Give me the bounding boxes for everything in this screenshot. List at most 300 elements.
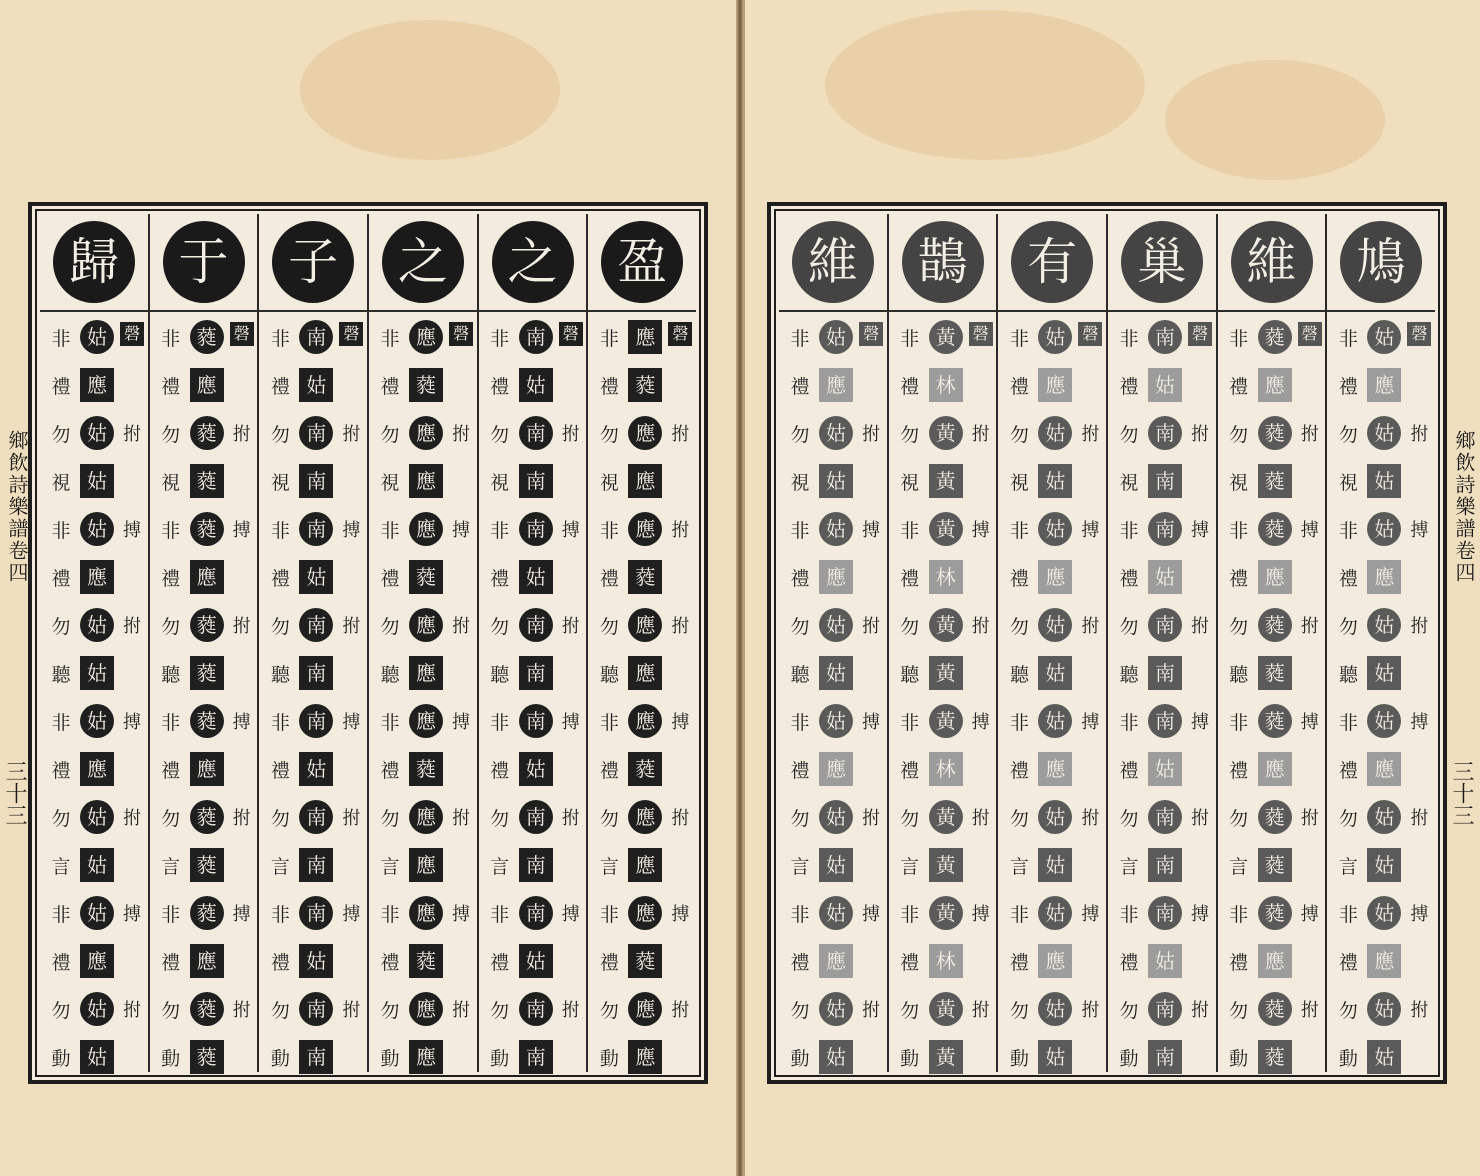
lyric-text: 禮 bbox=[1338, 376, 1358, 398]
notation-row bbox=[40, 698, 148, 746]
notation-row bbox=[259, 458, 367, 506]
lyric-text: 禮 bbox=[380, 952, 400, 974]
lyric-text: 非 bbox=[490, 904, 510, 926]
pitch-seal: 應 bbox=[190, 368, 224, 402]
pitch-seal: 南 bbox=[519, 512, 553, 546]
lyric-text: 禮 bbox=[1009, 952, 1029, 974]
pitch-seal: 應 bbox=[409, 992, 443, 1026]
pitch-seal: 南 bbox=[1148, 656, 1182, 690]
pitch-seal: 黃 bbox=[929, 992, 963, 1026]
lyric-text: 禮 bbox=[1119, 568, 1139, 590]
instrument-mark: 搏 bbox=[561, 904, 580, 925]
lyric-text: 勿 bbox=[1119, 424, 1139, 446]
pitch-seal: 南 bbox=[1148, 1040, 1182, 1074]
instrument-mark: 拊 bbox=[342, 808, 361, 829]
instrument-mark: 拊 bbox=[671, 616, 690, 637]
pitch-seal: 姑 bbox=[1367, 416, 1401, 450]
lyric-text: 動 bbox=[380, 1048, 400, 1070]
notation-row bbox=[779, 1034, 887, 1082]
instrument-mark: 拊 bbox=[123, 808, 141, 829]
notation-row bbox=[889, 1034, 997, 1082]
notation-row bbox=[1327, 650, 1435, 698]
left-page bbox=[0, 0, 737, 1176]
pitch-seal: 南 bbox=[1148, 464, 1182, 498]
instrument-mark: 拊 bbox=[452, 1000, 471, 1021]
instrument-mark: 拊 bbox=[232, 1000, 251, 1021]
instrument-mark: 搏 bbox=[1410, 520, 1429, 541]
lyric-text: 勿 bbox=[1338, 616, 1358, 638]
instrument-mark: 搏 bbox=[561, 520, 580, 541]
lyric-text: 禮 bbox=[900, 952, 920, 974]
notation-row bbox=[40, 1034, 148, 1082]
pitch-seal: 姑 bbox=[519, 560, 553, 594]
lyric-text: 非 bbox=[900, 328, 920, 350]
notation-row bbox=[1218, 746, 1326, 794]
notation-row bbox=[150, 362, 258, 410]
pitch-seal: 姑 bbox=[1367, 1040, 1401, 1074]
pitch-seal: 蕤 bbox=[1258, 800, 1292, 834]
pitch-seal: 南 bbox=[519, 848, 553, 882]
pitch-seal: 黃 bbox=[929, 848, 963, 882]
lyric-text: 非 bbox=[599, 520, 619, 542]
lyric-text: 勿 bbox=[1338, 1000, 1358, 1022]
lyric-text: 禮 bbox=[380, 760, 400, 782]
lyric-text: 非 bbox=[1338, 520, 1358, 542]
lyric-text: 勿 bbox=[490, 424, 510, 446]
notation-row bbox=[998, 506, 1106, 554]
instrument-mark: 搏 bbox=[123, 712, 141, 733]
notation-row bbox=[588, 794, 696, 842]
instrument-mark: 拊 bbox=[1410, 1000, 1429, 1021]
instrument-mark: 磬 bbox=[1407, 322, 1431, 346]
pitch-seal: 應 bbox=[819, 944, 853, 978]
pitch-seal: 蕤 bbox=[1258, 608, 1292, 642]
instrument-mark: 拊 bbox=[971, 1000, 990, 1021]
notation-row bbox=[150, 602, 258, 650]
score-column bbox=[1106, 214, 1216, 1072]
lyric-text: 非 bbox=[1119, 712, 1139, 734]
pitch-seal: 蕤 bbox=[190, 992, 224, 1026]
notation-row bbox=[588, 986, 696, 1034]
lyric-text: 非 bbox=[790, 712, 810, 734]
lyric-text: 勿 bbox=[1229, 616, 1249, 638]
lyric-text: 言 bbox=[1009, 856, 1029, 878]
pitch-seal: 姑 bbox=[1038, 464, 1072, 498]
notation-row bbox=[479, 362, 587, 410]
lyric-text: 勿 bbox=[599, 808, 619, 830]
notation-row bbox=[588, 1034, 696, 1082]
score-column bbox=[996, 214, 1106, 1072]
notation-row bbox=[998, 698, 1106, 746]
column-header bbox=[150, 214, 258, 312]
notation-row bbox=[40, 602, 148, 650]
lyric-text: 言 bbox=[1338, 856, 1358, 878]
lyric-text: 言 bbox=[270, 856, 290, 878]
notation-row bbox=[779, 650, 887, 698]
instrument-mark: 搏 bbox=[862, 904, 880, 925]
notation-row bbox=[40, 554, 148, 602]
notation-row bbox=[479, 602, 587, 650]
notation-row bbox=[150, 842, 258, 890]
pitch-seal: 姑 bbox=[819, 416, 853, 450]
notation-row bbox=[779, 890, 887, 938]
lyric-text: 非 bbox=[270, 328, 290, 350]
instrument-mark: 拊 bbox=[862, 616, 880, 637]
notation-row bbox=[150, 986, 258, 1034]
pitch-seal: 南 bbox=[1148, 512, 1182, 546]
pitch-seal: 應 bbox=[628, 656, 662, 690]
instrument-mark: 拊 bbox=[862, 424, 880, 445]
instrument-mark: 搏 bbox=[561, 712, 580, 733]
instrument-mark: 搏 bbox=[1191, 520, 1210, 541]
notation-row bbox=[369, 458, 477, 506]
pitch-seal: 姑 bbox=[1367, 512, 1401, 546]
instrument-mark: 搏 bbox=[342, 904, 361, 925]
pitch-seal: 應 bbox=[819, 560, 853, 594]
lyric-text: 非 bbox=[380, 904, 400, 926]
lyric-text: 非 bbox=[270, 520, 290, 542]
instrument-mark: 拊 bbox=[671, 808, 690, 829]
score-column bbox=[257, 214, 367, 1072]
lyric-text: 非 bbox=[599, 904, 619, 926]
notation-row bbox=[1218, 890, 1326, 938]
instrument-mark: 拊 bbox=[1191, 808, 1210, 829]
pitch-seal: 林 bbox=[929, 560, 963, 594]
pitch-seal: 姑 bbox=[80, 1040, 114, 1074]
pitch-seal: 蕤 bbox=[190, 896, 224, 930]
notation-row bbox=[1108, 410, 1216, 458]
pitch-seal: 應 bbox=[409, 896, 443, 930]
pitch-seal: 蕤 bbox=[628, 368, 662, 402]
lyric-text: 勿 bbox=[790, 1000, 810, 1022]
lyric-text: 禮 bbox=[490, 376, 510, 398]
notation-row bbox=[998, 890, 1106, 938]
pitch-seal: 姑 bbox=[819, 464, 853, 498]
pitch-seal: 姑 bbox=[819, 1040, 853, 1074]
notation-row bbox=[150, 458, 258, 506]
notation-row bbox=[779, 410, 887, 458]
pitch-seal: 姑 bbox=[1367, 992, 1401, 1026]
pitch-seal: 蕤 bbox=[1258, 896, 1292, 930]
instrument-mark: 搏 bbox=[1300, 520, 1319, 541]
side-title-right: 鄉飲詩樂譜卷四 bbox=[1452, 430, 1476, 584]
pitch-seal: 姑 bbox=[819, 704, 853, 738]
pitch-seal: 南 bbox=[519, 464, 553, 498]
lyric-character-disc: 維 bbox=[792, 221, 874, 303]
pitch-seal: 黃 bbox=[929, 512, 963, 546]
notation-row bbox=[40, 650, 148, 698]
pitch-seal: 姑 bbox=[519, 944, 553, 978]
lyric-text: 勿 bbox=[900, 808, 920, 830]
lyric-text: 勿 bbox=[900, 1000, 920, 1022]
pitch-seal: 姑 bbox=[80, 992, 114, 1026]
lyric-text: 勿 bbox=[1229, 1000, 1249, 1022]
notation-rows bbox=[150, 314, 258, 1072]
instrument-mark: 搏 bbox=[232, 904, 251, 925]
notation-row bbox=[479, 746, 587, 794]
lyric-text: 言 bbox=[51, 856, 71, 878]
lyric-text: 視 bbox=[51, 472, 71, 494]
pitch-seal: 蕤 bbox=[628, 944, 662, 978]
pitch-seal: 姑 bbox=[1038, 896, 1072, 930]
lyric-text: 非 bbox=[1119, 520, 1139, 542]
notation-row bbox=[259, 746, 367, 794]
notation-row bbox=[259, 506, 367, 554]
instrument-mark: 拊 bbox=[1410, 424, 1429, 445]
lyric-character-disc: 鳩 bbox=[1340, 221, 1422, 303]
lyric-text: 勿 bbox=[270, 808, 290, 830]
instrument-mark: 拊 bbox=[232, 808, 251, 829]
notation-row bbox=[779, 362, 887, 410]
notation-row bbox=[1218, 842, 1326, 890]
lyric-text: 動 bbox=[161, 1048, 181, 1070]
pitch-seal: 姑 bbox=[299, 560, 333, 594]
instrument-mark: 拊 bbox=[1300, 808, 1319, 829]
lyric-text: 視 bbox=[1119, 472, 1139, 494]
lyric-text: 動 bbox=[900, 1048, 920, 1070]
pitch-seal: 蕤 bbox=[190, 320, 224, 354]
pitch-seal: 姑 bbox=[1148, 752, 1182, 786]
notation-row bbox=[779, 746, 887, 794]
notation-row bbox=[1108, 458, 1216, 506]
pitch-seal: 應 bbox=[628, 704, 662, 738]
notation-row bbox=[1218, 650, 1326, 698]
lyric-text: 非 bbox=[1338, 712, 1358, 734]
lyric-text: 動 bbox=[270, 1048, 290, 1070]
lyric-text: 非 bbox=[380, 520, 400, 542]
lyric-text: 非 bbox=[790, 520, 810, 542]
lyric-text: 禮 bbox=[1229, 760, 1249, 782]
instrument-mark: 拊 bbox=[123, 1000, 141, 1021]
lyric-text: 禮 bbox=[790, 568, 810, 590]
instrument-mark: 拊 bbox=[971, 424, 990, 445]
pitch-seal: 林 bbox=[929, 752, 963, 786]
notation-row bbox=[779, 986, 887, 1034]
notation-row bbox=[479, 1034, 587, 1082]
pitch-seal: 蕤 bbox=[1258, 992, 1292, 1026]
lyric-text: 勿 bbox=[790, 808, 810, 830]
lyric-text: 視 bbox=[1338, 472, 1358, 494]
instrument-mark: 搏 bbox=[862, 712, 880, 733]
notation-row bbox=[150, 314, 258, 362]
notation-row bbox=[369, 410, 477, 458]
instrument-mark: 拊 bbox=[232, 616, 251, 637]
notation-row bbox=[259, 986, 367, 1034]
notation-row bbox=[259, 794, 367, 842]
notation-row bbox=[369, 650, 477, 698]
notation-row bbox=[1327, 554, 1435, 602]
notation-row bbox=[369, 698, 477, 746]
lyric-text: 聽 bbox=[1338, 664, 1358, 686]
notation-row bbox=[40, 458, 148, 506]
notation-row bbox=[479, 938, 587, 986]
pitch-seal: 南 bbox=[1148, 704, 1182, 738]
pitch-seal: 姑 bbox=[1038, 608, 1072, 642]
pitch-seal: 蕤 bbox=[628, 560, 662, 594]
notation-row bbox=[40, 890, 148, 938]
pitch-seal: 應 bbox=[409, 656, 443, 690]
lyric-text: 非 bbox=[270, 904, 290, 926]
lyric-text: 視 bbox=[270, 472, 290, 494]
pitch-seal: 姑 bbox=[1038, 800, 1072, 834]
instrument-mark: 搏 bbox=[232, 520, 251, 541]
instrument-mark: 搏 bbox=[452, 712, 471, 733]
lyric-text: 聽 bbox=[790, 664, 810, 686]
pitch-seal: 姑 bbox=[80, 416, 114, 450]
lyric-text: 非 bbox=[490, 328, 510, 350]
lyric-text: 勿 bbox=[900, 424, 920, 446]
lyric-text: 非 bbox=[380, 712, 400, 734]
instrument-mark: 拊 bbox=[1081, 808, 1100, 829]
notation-row bbox=[779, 842, 887, 890]
pitch-seal: 姑 bbox=[1038, 704, 1072, 738]
lyric-text: 聽 bbox=[1229, 664, 1249, 686]
instrument-mark: 搏 bbox=[123, 520, 141, 541]
pitch-seal: 姑 bbox=[819, 608, 853, 642]
pitch-seal: 蕤 bbox=[1258, 416, 1292, 450]
pitch-seal: 姑 bbox=[819, 512, 853, 546]
lyric-character-disc: 鵲 bbox=[902, 221, 984, 303]
paper-stain bbox=[1165, 60, 1385, 180]
lyric-text: 非 bbox=[1009, 712, 1029, 734]
instrument-mark: 磬 bbox=[449, 322, 473, 346]
pitch-seal: 應 bbox=[80, 944, 114, 978]
notation-row bbox=[779, 602, 887, 650]
pitch-seal: 南 bbox=[1148, 896, 1182, 930]
lyric-text: 禮 bbox=[599, 568, 619, 590]
pitch-seal: 姑 bbox=[80, 608, 114, 642]
score-column bbox=[40, 214, 148, 1072]
pitch-seal: 南 bbox=[519, 608, 553, 642]
pitch-seal: 應 bbox=[628, 512, 662, 546]
pitch-seal: 蕤 bbox=[409, 368, 443, 402]
pitch-seal: 姑 bbox=[819, 320, 853, 354]
lyric-text: 非 bbox=[900, 712, 920, 734]
notation-row bbox=[479, 698, 587, 746]
notation-row bbox=[259, 1034, 367, 1082]
notation-row bbox=[259, 410, 367, 458]
pitch-seal: 應 bbox=[628, 320, 662, 354]
notation-row bbox=[1327, 602, 1435, 650]
pitch-seal: 應 bbox=[1038, 944, 1072, 978]
instrument-mark: 搏 bbox=[1081, 712, 1100, 733]
notation-row bbox=[1327, 362, 1435, 410]
lyric-text: 視 bbox=[1009, 472, 1029, 494]
instrument-mark: 拊 bbox=[1191, 616, 1210, 637]
lyric-text: 動 bbox=[599, 1048, 619, 1070]
pitch-seal: 姑 bbox=[819, 656, 853, 690]
pitch-seal: 應 bbox=[1367, 752, 1401, 786]
lyric-text: 禮 bbox=[790, 952, 810, 974]
notation-row bbox=[40, 314, 148, 362]
notation-row bbox=[479, 650, 587, 698]
instrument-mark: 搏 bbox=[232, 712, 251, 733]
notation-row bbox=[1218, 986, 1326, 1034]
lyric-text: 禮 bbox=[161, 568, 181, 590]
lyric-text: 禮 bbox=[1009, 760, 1029, 782]
pitch-seal: 應 bbox=[190, 560, 224, 594]
lyric-text: 聽 bbox=[380, 664, 400, 686]
notation-row bbox=[998, 554, 1106, 602]
lyric-text: 非 bbox=[1338, 328, 1358, 350]
lyric-text: 禮 bbox=[1229, 568, 1249, 590]
pitch-seal: 南 bbox=[299, 800, 333, 834]
notation-row bbox=[369, 986, 477, 1034]
column-header bbox=[1218, 214, 1326, 312]
pitch-seal: 姑 bbox=[80, 704, 114, 738]
instrument-mark: 拊 bbox=[671, 520, 690, 541]
notation-row bbox=[588, 458, 696, 506]
instrument-mark: 拊 bbox=[671, 1000, 690, 1021]
instrument-mark: 拊 bbox=[862, 808, 880, 829]
lyric-text: 視 bbox=[380, 472, 400, 494]
notation-row bbox=[479, 842, 587, 890]
lyric-text: 言 bbox=[1119, 856, 1139, 878]
instrument-mark: 搏 bbox=[452, 520, 471, 541]
lyric-text: 勿 bbox=[900, 616, 920, 638]
pitch-seal: 蕤 bbox=[1258, 512, 1292, 546]
lyric-text: 言 bbox=[1229, 856, 1249, 878]
notation-row bbox=[588, 938, 696, 986]
notation-row bbox=[369, 746, 477, 794]
instrument-mark: 拊 bbox=[1410, 616, 1429, 637]
instrument-mark: 拊 bbox=[1300, 616, 1319, 637]
instrument-mark: 磬 bbox=[1188, 322, 1212, 346]
pitch-seal: 應 bbox=[1258, 368, 1292, 402]
pitch-seal: 姑 bbox=[1367, 896, 1401, 930]
instrument-mark: 拊 bbox=[123, 424, 141, 445]
notation-row bbox=[588, 746, 696, 794]
notation-row bbox=[150, 698, 258, 746]
column-header bbox=[479, 214, 587, 312]
pitch-seal: 應 bbox=[409, 848, 443, 882]
pitch-seal: 姑 bbox=[80, 512, 114, 546]
lyric-text: 言 bbox=[161, 856, 181, 878]
notation-row bbox=[889, 554, 997, 602]
lyric-text: 勿 bbox=[1009, 424, 1029, 446]
lyric-text: 勿 bbox=[380, 1000, 400, 1022]
instrument-mark: 拊 bbox=[561, 1000, 580, 1021]
pitch-seal: 應 bbox=[1258, 944, 1292, 978]
lyric-text: 勿 bbox=[490, 1000, 510, 1022]
instrument-mark: 搏 bbox=[671, 904, 690, 925]
instrument-mark: 搏 bbox=[342, 520, 361, 541]
lyric-text: 非 bbox=[1009, 520, 1029, 542]
score-column bbox=[1216, 214, 1326, 1072]
notation-row bbox=[588, 410, 696, 458]
notation-row bbox=[150, 506, 258, 554]
lyric-text: 非 bbox=[1009, 328, 1029, 350]
lyric-text: 視 bbox=[490, 472, 510, 494]
pitch-seal: 姑 bbox=[1038, 992, 1072, 1026]
notation-row bbox=[259, 554, 367, 602]
notation-row bbox=[259, 842, 367, 890]
instrument-mark: 拊 bbox=[1081, 1000, 1100, 1021]
lyric-text: 勿 bbox=[270, 616, 290, 638]
lyric-text: 勿 bbox=[790, 424, 810, 446]
pitch-seal: 姑 bbox=[519, 368, 553, 402]
instrument-mark: 磬 bbox=[969, 322, 993, 346]
column-header bbox=[369, 214, 477, 312]
notation-row bbox=[889, 410, 997, 458]
lyric-text: 動 bbox=[1229, 1048, 1249, 1070]
instrument-mark: 搏 bbox=[971, 520, 990, 541]
pitch-seal: 南 bbox=[299, 848, 333, 882]
instrument-mark: 拊 bbox=[1300, 424, 1319, 445]
notation-rows bbox=[998, 314, 1106, 1072]
lyric-text: 禮 bbox=[1119, 952, 1139, 974]
lyric-text: 非 bbox=[1119, 904, 1139, 926]
